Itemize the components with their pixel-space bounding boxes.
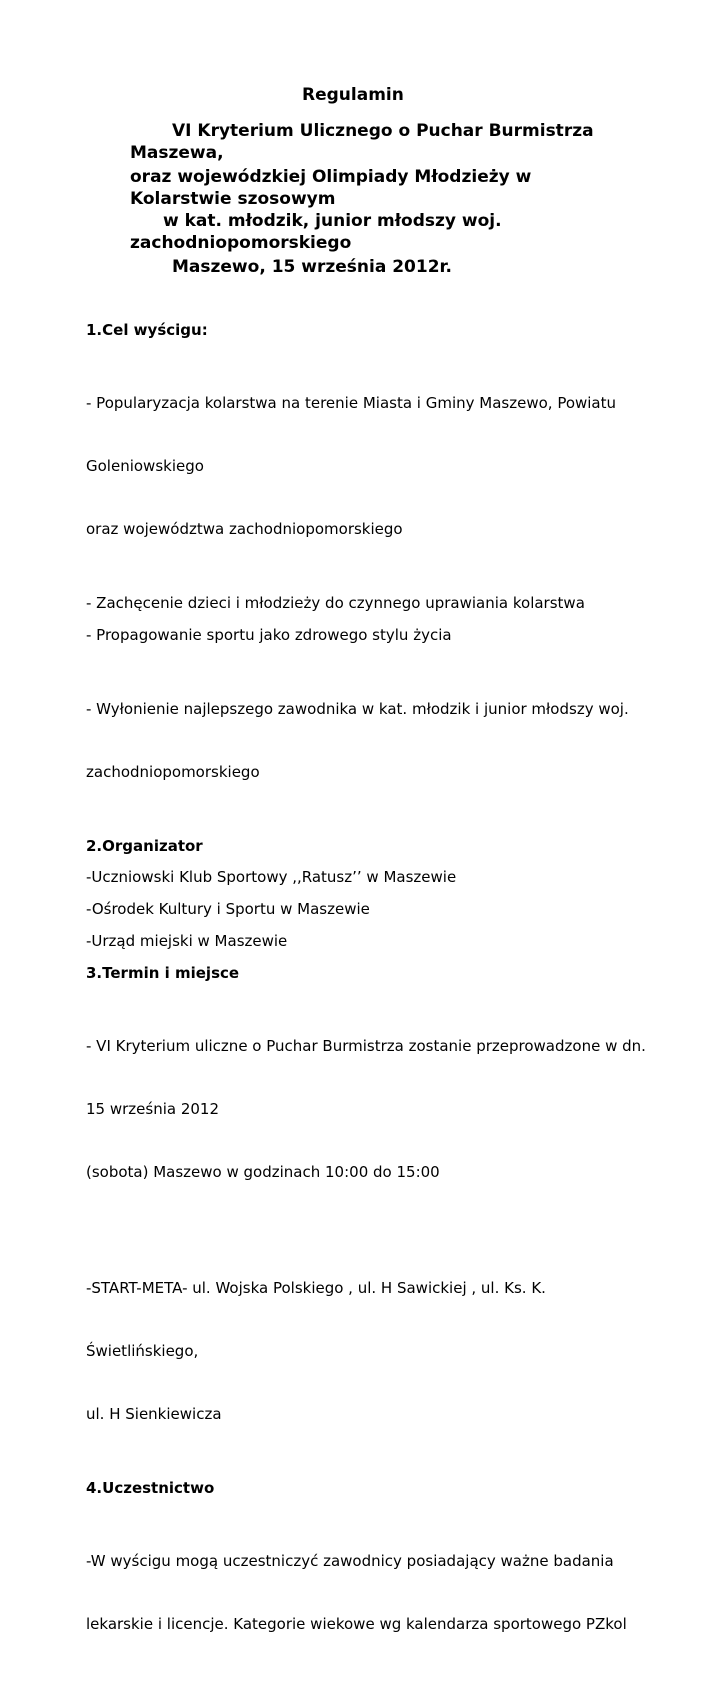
goal-item bbox=[86, 657, 646, 825]
goal-item: - Zachęcenie dzieci i młodzieży do czynnego uprawiania kolarstwa bbox=[86, 594, 585, 612]
document-title: Regulamin bbox=[302, 85, 404, 105]
date-place-item bbox=[86, 1236, 646, 1467]
goal-item bbox=[86, 351, 646, 582]
text-line: 15 września 2012 bbox=[86, 1100, 220, 1118]
goal-item: - Propagowanie sportu jako zdrowego stylu życia bbox=[86, 626, 452, 644]
text-line: (sobota) Maszewo w godzinach 10:00 do 15:00 bbox=[86, 1163, 440, 1181]
section-heading-date-place: 3.Termin i miejsce bbox=[86, 964, 240, 982]
organizer-item: -Urząd miejski w Maszewie bbox=[86, 932, 288, 950]
date-place-item bbox=[86, 994, 646, 1225]
event-title-line: zachodniopomorskiego bbox=[130, 233, 352, 253]
text-line: -W wyścigu mogą uczestniczyć zawodnicy posiadający ważne badania bbox=[86, 1552, 614, 1570]
text-line: lekarskie i licencje. Kategorie wiekowe wg kalendarza sportowego PZkol bbox=[86, 1615, 627, 1633]
text-line: - VI Kryterium uliczne o Puchar Burmistrza zostanie przeprowadzone w dn. bbox=[86, 1037, 646, 1055]
section-heading-organizer: 2.Organizator bbox=[86, 837, 203, 855]
text-line: Goleniowskiego bbox=[86, 457, 204, 475]
text-line: -START-META- ul. Wojska Polskiego , ul. H Sawickiej , ul. Ks. K. bbox=[86, 1279, 546, 1297]
event-title-line: oraz wojewódzkiej Olimpiady Młodzieży w bbox=[130, 167, 532, 187]
event-title-line: w kat. młodzik, junior młodszy woj. bbox=[163, 211, 502, 231]
document-body bbox=[86, 320, 646, 1688]
text-line: oraz województwa zachodniopomorskiego bbox=[86, 520, 403, 538]
event-title-line: Maszewa, bbox=[130, 143, 224, 163]
text-line: Świetlińskiego, bbox=[86, 1342, 199, 1360]
event-title-line: VI Kryterium Ulicznego o Puchar Burmistrza bbox=[172, 121, 594, 141]
event-title-line: Kolarstwie szosowym bbox=[130, 189, 336, 209]
text-line: - Popularyzacja kolarstwa na terenie Miasta i Gminy Maszewo, Powiatu bbox=[86, 394, 617, 412]
text-line: zachodniopomorskiego bbox=[86, 763, 260, 781]
participation-item bbox=[86, 1509, 646, 1677]
event-date-line: Maszewo, 15 września 2012r. bbox=[172, 257, 452, 277]
organizer-item: -Ośrodek Kultury i Sportu w Maszewie bbox=[86, 900, 370, 918]
text-line: ul. H Sienkiewicza bbox=[86, 1405, 222, 1423]
section-heading-goal: 1.Cel wyścigu: bbox=[86, 321, 208, 339]
text-line: - Wyłonienie najlepszego zawodnika w kat. młodzik i junior młodszy woj. bbox=[86, 700, 629, 718]
organizer-item: -Uczniowski Klub Sportowy ,,Ratusz’’ w Maszewie bbox=[86, 868, 457, 886]
section-heading-participation: 4.Uczestnictwo bbox=[86, 1479, 215, 1497]
